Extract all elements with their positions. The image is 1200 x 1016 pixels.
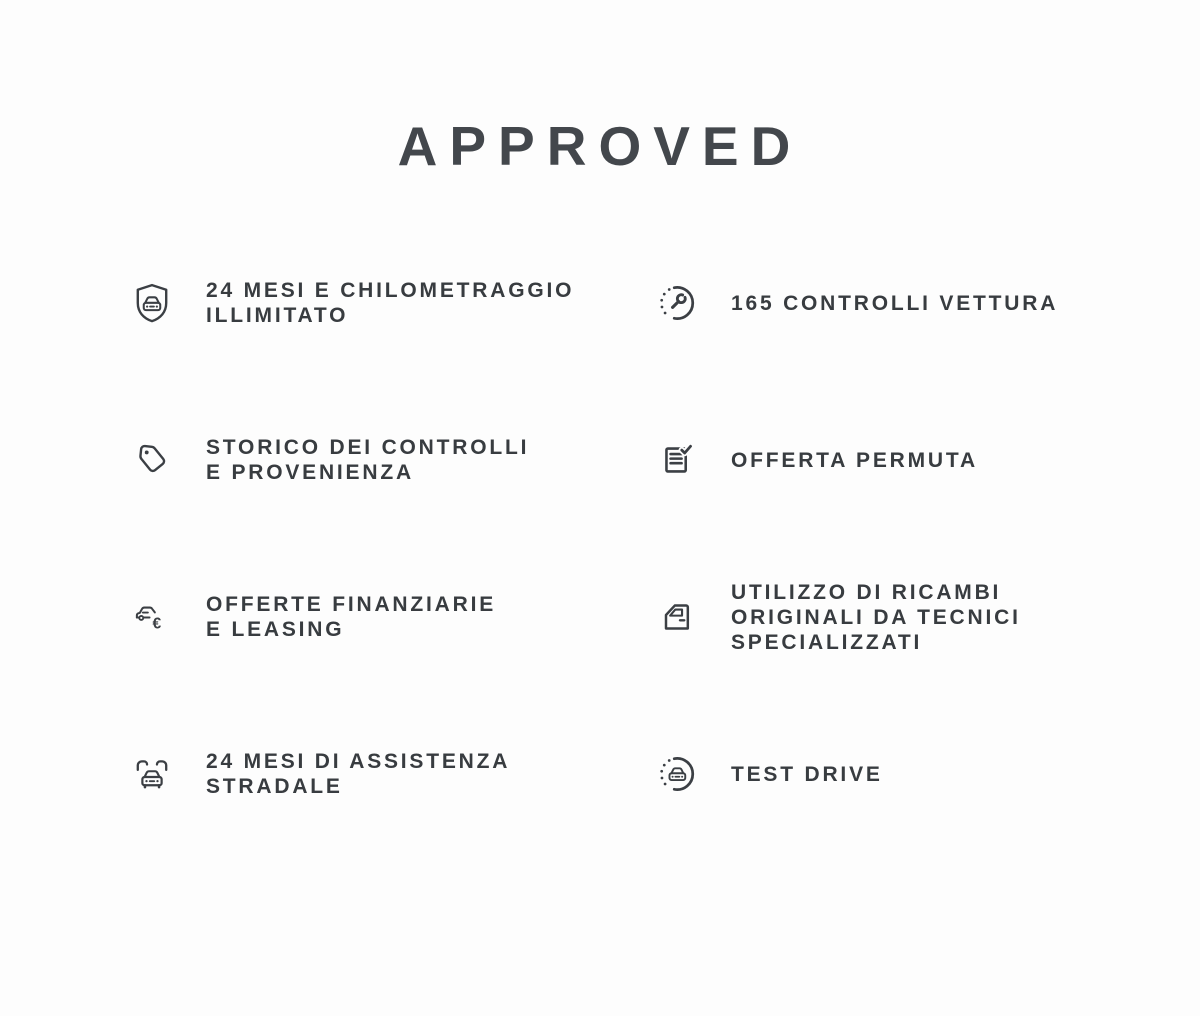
feature-original-parts bbox=[655, 580, 1070, 655]
feature-trade-in-label: OFFERTA PERMUTA bbox=[731, 448, 978, 472]
shield-car-icon bbox=[130, 281, 174, 325]
feature-history-label: STORICO DEI CONTROLLI E PROVENIENZA bbox=[206, 436, 530, 484]
feature-trade-in bbox=[655, 438, 1070, 482]
feature-finance-label: OFFERTE FINANZIARIE E LEASING bbox=[206, 593, 497, 641]
approved-page bbox=[0, 116, 1200, 1016]
tag-icon bbox=[130, 438, 174, 482]
page-title: APPROVED bbox=[397, 115, 803, 177]
car-euro-icon bbox=[130, 595, 174, 639]
test-drive-icon bbox=[655, 752, 699, 796]
vehicle-checks-wrench-icon bbox=[655, 281, 699, 325]
svg-text:€: € bbox=[152, 615, 162, 633]
feature-history bbox=[130, 435, 655, 485]
feature-test-drive-label: TEST DRIVE bbox=[731, 762, 883, 786]
feature-original-parts-label: UTILIZZO DI RICAMBI ORIGINALI DA TECNICI SPECIALIZZATI bbox=[731, 580, 1021, 654]
feature-checks bbox=[655, 281, 1070, 325]
feature-roadside-label: 24 MESI DI ASSISTENZA STRADALE bbox=[206, 750, 511, 798]
feature-warranty bbox=[130, 278, 655, 328]
feature-roadside bbox=[130, 749, 655, 799]
feature-finance bbox=[130, 592, 655, 642]
roadside-assistance-icon bbox=[130, 752, 174, 796]
car-door-icon bbox=[655, 595, 699, 639]
document-check-icon bbox=[655, 438, 699, 482]
feature-checks-label: 165 CONTROLLI VETTURA bbox=[731, 291, 1059, 315]
features-grid bbox=[130, 225, 1070, 853]
feature-warranty-label: 24 MESI E CHILOMETRAGGIO ILLIMITATO bbox=[206, 279, 575, 327]
feature-test-drive bbox=[655, 752, 1070, 796]
